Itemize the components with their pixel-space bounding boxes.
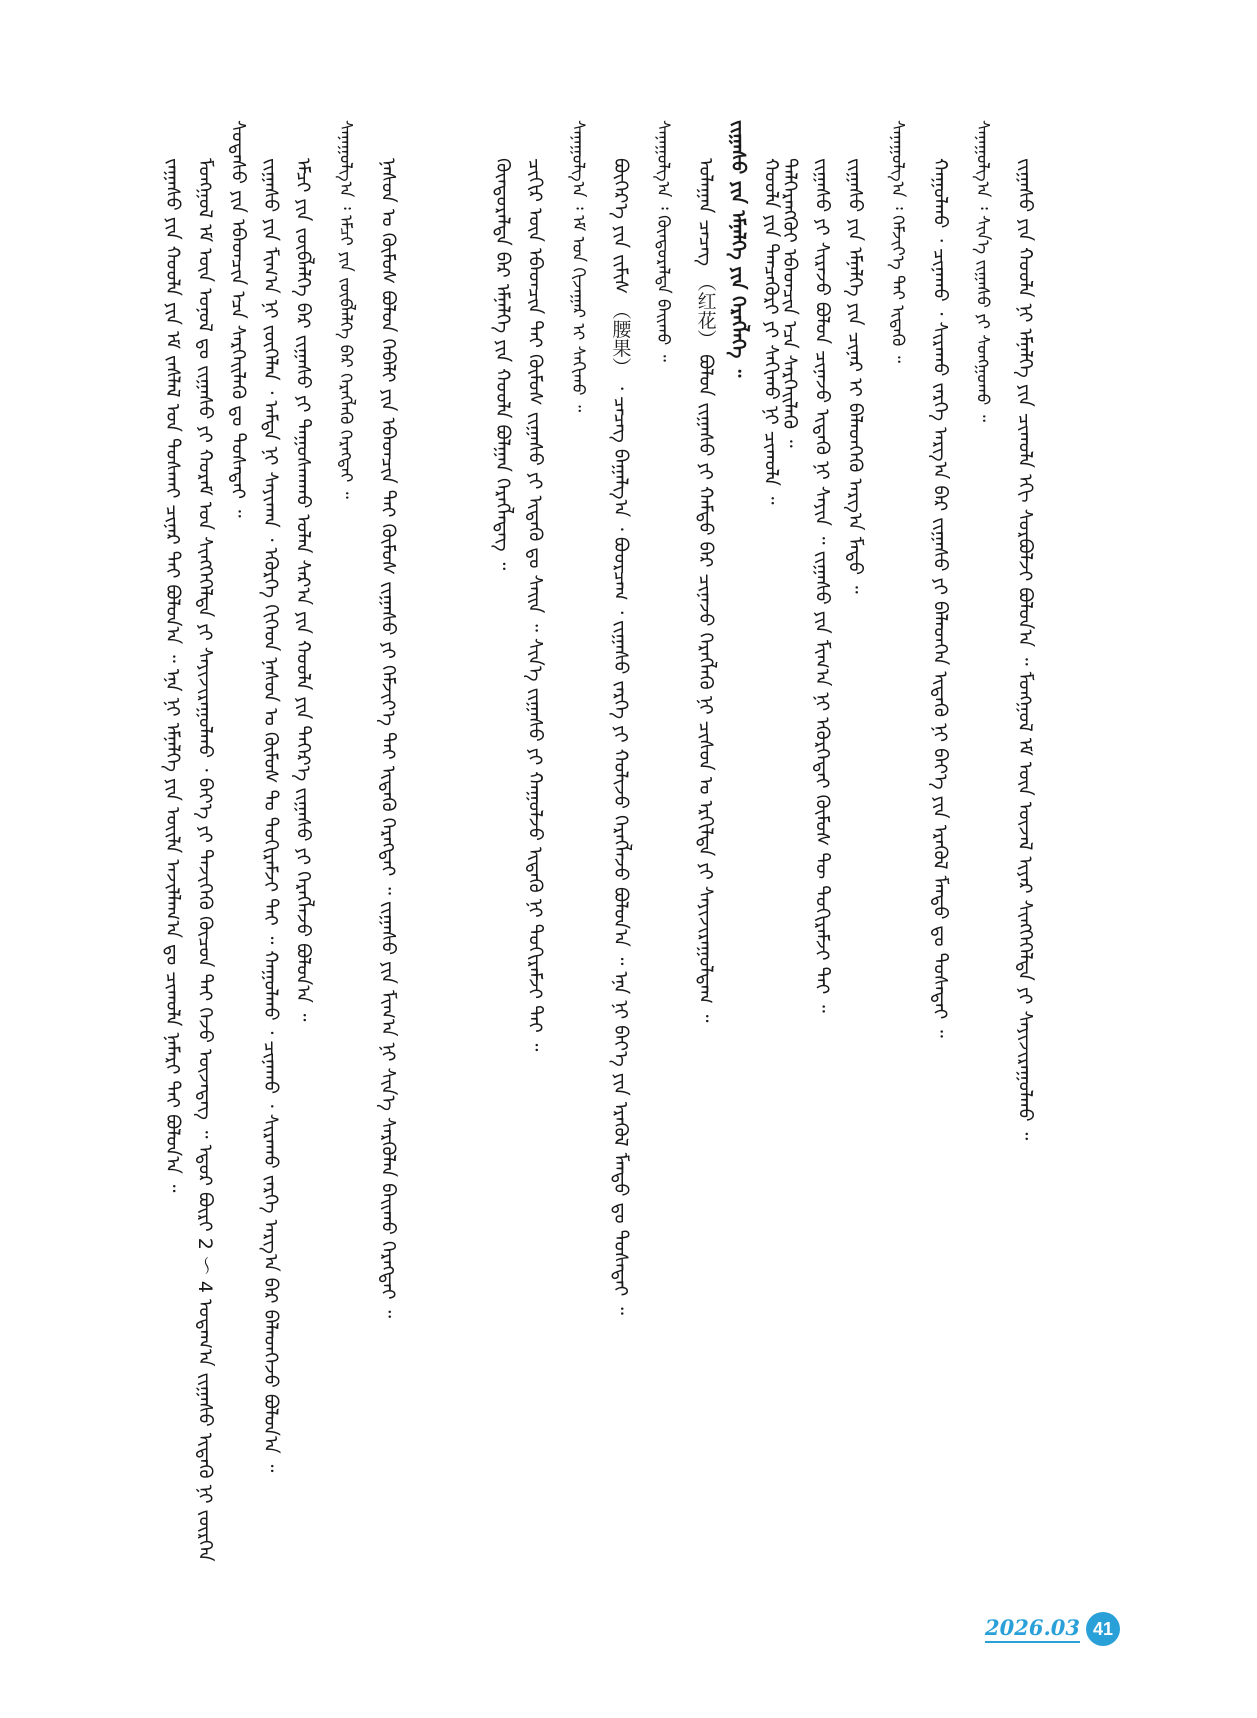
paragraph: ᠵᠠᠭᠠᠰᠤ ᠶᠢᠨ ᠬᠣᠣᠯᠠ ᠶᠢᠨ ᠡᠮ ᠵᠠᠰᠯᠠᠯ ᠤᠨ ᠲᠤᠰᠬᠠᠢ ᠴᠢᠨᠠᠷ ᠲᠠᠢ ᠪᠣᠯᠤᠨ᠎ᠠ ᠃ ᠡᠨᠡ ᠨᠢ ᠡᠮᠨᠡᠯᠭᠡ ᠶᠢᠨ ᠦᠢᠯᠡ ᠠᠵᠢᠯᠯᠠᠭ᠎ᠠ ᠳᠤ ᠴᠢᠬᠤᠯᠠ ᠨᠡᠮᠡᠷᠢ ᠲᠠᠢ ᠪᠣᠯᠤᠨ᠎ᠠ ᠃ (161, 158, 184, 1193)
text-column-right (773, 120, 1223, 1615)
chinese-term-red-flower: （红花） (694, 272, 717, 349)
paragraph: ᠵᠢᠭᠠᠰᠤ ᠶᠢᠨ ᠡᠮᠨᠡᠯᠭᠡ ᠶᠢᠨ ᠴᠢᠨᠠᠷ ᠢ ᠪᠡᠯᠡᠳᠬᠡᠬᠦ ᠠᠷᠭ᠎ᠠ ᠮᠡᠲᠦ ᠃ (843, 158, 866, 594)
paragraph: ᠬᠦᠨᠳᠦᠷᠡᠯᠲᠡ ᠪᠡᠷ ᠡᠮᠨᠡᠯᠭᠡ ᠶᠢᠨ ᠬᠣᠣᠯᠠ ᠪᠣᠯᠭᠠᠨ ᠬᠡᠷᠡᠭᠯᠡᠳᠡᠭ ᠃ (491, 158, 514, 571)
paragraph: ᠵᠢᠭᠠᠰᠤ ᠶᠢ ᠰᠢᠷᠠᠵᠤ ᠪᠣᠯᠤᠨ ᠴᠢᠨᠠᠵᠤ ᠢᠳᠡᠬᠦ ᠨᠢ ᠰᠠᠶᠢᠨ ᠃ ᠵᠢᠭᠠᠰᠤ ᠶᠢᠨ ᠮᠢᠬ᠎ᠠ ᠨᠢ ᠡᠭᠦᠷᠭᠡᠲᠡᠢ ᠬᠦᠮᠦᠰ ᠲᠦ ᠲᠣᠬᠢᠷᠠᠮᠵᠢ ᠲᠠᠢ ᠃ (811, 158, 834, 1013)
source-note: ᠰᠠᠨᠠᠭᠤᠯᠭ᠎ᠠ ᠄ ᠬᠡᠮᠵᠢᠶ᠎ᠡ ᠲᠠᠢ ᠢᠳᠡᠬᠦ ᠃ (887, 120, 908, 363)
paragraph-text: ᠤᠯᠠᠭᠠᠨ ᠴᠡᠴᠡᠭ (694, 158, 717, 267)
paragraph: ᠳᠡᠯᠭᠡᠷᠡᠩᠭᠦᠢ ᠡᠪᠡᠳᠴᠢᠨ ᠡᠴᠡ ᠰᠡᠷᠭᠡᠢᠯᠡᠬᠦ ᠃ (778, 158, 801, 448)
paragraph: ᠵᠢᠭᠠᠰᠤ ᠶᠢᠨ ᠬᠣᠣᠯᠠ ᠨᠢ ᠡᠮᠨᠡᠯᠭᠡ ᠶᠢᠨ ᠴᠢᠬᠤᠯᠠ ᠡᠬᠢ ᠰᠤᠷᠪᠤᠯᠵᠢ ᠪᠣᠯᠤᠨ᠎ᠠ ᠃ ᠮᠣᠩᠭᠣᠯ ᠡᠮ ᠦᠨ ᠦᠵᠡᠯ ᠢᠶᠡᠷ ᠰᠢᠩᠭᠡᠭᠡᠯᠲᠡ ᠶᠢ ᠰᠠᠶᠢᠵᠢᠷᠠᠭᠤᠯᠬᠤ ᠃ (1014, 158, 1037, 1141)
paragraph-red-flower (689, 120, 722, 1615)
paragraph: ᠴᠢᠬᠢᠷ ᠦᠨ ᠡᠪᠡᠳᠴᠢᠨ ᠲᠡᠢ ᠬᠦᠮᠦᠰ ᠵᠢᠭᠠᠰᠤ ᠶᠢ ᠢᠳᠡᠬᠦ ᠳᠤ ᠰᠠᠢᠨ ᠃ ᠰᠢᠨ᠎ᠡ ᠵᠢᠭᠠᠰᠤ ᠶᠢ ᠬᠠᠭᠤᠯᠵᠤ ᠢᠳᠡᠬᠦ ᠨᠢ ᠲᠣᠬᠢᠷᠠᠮᠵᠢ ᠲᠠᠢ ᠃ (524, 158, 547, 1052)
page-footer (985, 1612, 1120, 1646)
paragraph: ᠡᠮᠴᠢ ᠶᠢᠨ ᠵᠥᠪᠯᠡᠯᠭᠡ ᠪᠡᠷ ᠵᠢᠭᠠᠰᠤ ᠶᠢ ᠳᠠᠭᠤᠰᠬᠠᠬᠤ ᠤᠯᠠᠨ ᠰᠠᠷ᠎ᠠ ᠶᠢᠨ ᠬᠣᠣᠯᠠ ᠶᠢᠨ ᠳᠡᠭᠡᠷ᠎ᠡ ᠵᠢᠭᠠᠰᠤ ᠶᠢ ᠬᠡᠷᠡᠭᠯᠡᠵᠦ ᠪᠣᠯᠤᠨ᠎ᠠ ᠃ (291, 158, 314, 1022)
paragraph-text: ᠪᠥᠭᠡᠷ᠎ᠡ ᠶᠢᠨ ᠵᠢᠮᠢᠰ (609, 158, 632, 295)
paragraph: ᠵᠢᠭᠠᠰᠤ ᠶᠢᠨ ᠮᠢᠬ᠎ᠠ ᠨᠢ ᠵᠥᠭᠡᠯᠡᠨ ᠂ ᠠᠮᠲᠠ ᠨᠢ ᠰᠠᠶᠢᠬᠠᠨ ᠂ ᠡᠭᠦᠷᠭᠡ ᠬᠢᠭᠡᠳ ᠨᠠᠰᠤᠨ ᠤ ᠬᠦᠮᠦᠰ ᠲᠤ ᠲᠣᠬᠢᠷᠠᠮᠵᠢ ᠲᠠᠢ ᠃ ᠬᠠᠭᠤᠯᠬᠤ ᠂ ᠴᠢᠨᠠᠬᠤ ᠂ ᠰᠢᠷᠠᠬᠤ ᠵᠡᠷᠭᠡ ᠠᠷᠭ᠎ᠠ ᠪᠠᠷ ᠪᠡᠯᠡᠳᠬᠡᠵᠦ ᠪᠣᠯᠤᠨ᠎ᠠ ᠃ (259, 158, 282, 1473)
paragraph: ᠬᠠᠭᠤᠯᠬᠤ ᠂ ᠴᠢᠨᠠᠬᠤ ᠂ ᠰᠢᠷᠠᠬᠤ ᠵᠡᠷᠭᠡ ᠠᠷᠭ᠎ᠠ ᠪᠠᠷ ᠵᠢᠭᠠᠰᠤ ᠶᠢ ᠪᠡᠯᠡᠳᠬᠡᠨ ᠢᠳᠡᠬᠦ ᠨᠢ ᠪᠡᠶ᠎ᠡ ᠶᠢᠨ ᠡᠷᠡᠭᠦᠯ ᠮᠡᠨᠳᠦ ᠳᠤ ᠲᠤᠰᠠᠲᠠᠢ ᠃ (928, 158, 951, 1038)
paragraph: ᠮᠣᠩᠭᠣᠯ ᠡᠮ ᠦᠨ ᠣᠨᠣᠯ ᠳᠤ ᠵᠢᠭᠠᠰᠤ ᠶᠢ ᠬᠤᠷᠠᠮ ᠤᠨ ᠰᠢᠩᠭᠡᠭᠡᠯᠲᠡ ᠶᠢ ᠰᠠᠶᠢᠵᠢᠷᠠᠭᠤᠯᠬᠤ ᠂ ᠪᠡᠶ᠎ᠡ ᠶᠢ ᠲᠡᠵᠢᠭᠡᠬᠦ ᠬᠦᠴᠦᠨ ᠲᠠᠢ ᠭᠡᠵᠦ ᠦᠵᠡᠳᠡᠭ ᠃ ᠡᠳᠦᠷ ᠪᠦᠷᠢ 2 ～ 4 ᠤᠳᠠᠭ᠎ᠠ ᠵᠢᠭᠠᠰᠤ ᠢᠳᠡᠬᠦ ᠨᠢ ᠵᠦᠷᠬᠡᠨ ᠰᠤᠳᠠᠰᠤ ᠶᠢᠨ ᠡᠪᠡᠳᠴᠢᠨ ᠡᠴᠡ ᠰᠡᠷᠭᠡᠢᠯᠡᠬᠦ ᠳᠤ ᠲᠤᠰᠠᠲᠠᠢ ᠃ (194, 120, 249, 1562)
source-note: ᠰᠠᠨᠠᠭᠤᠯᠭ᠎ᠠ ᠄ ᠰᠢᠨ᠎ᠡ ᠵᠢᠭᠠᠰᠤ ᠶᠢ ᠰᠣᠩᠭᠣᠬᠤ ᠃ (972, 120, 993, 422)
source-note: ᠰᠠᠨᠠᠭᠤᠯᠭ᠎ᠠ ᠄ ᠡᠮᠴᠢ ᠶᠢᠨ ᠵᠦᠪᠯᠡᠯᠭᠡ ᠪᠡᠷ ᠬᠡᠷᠡᠭᠯᠡᠬᠦ ᠬᠡᠷᠡᠭᠲᠡᠢ ᠃ (335, 120, 356, 499)
paragraph-kidney-bean (604, 120, 637, 1615)
section-heading: ᠵᠢᠭᠠᠰᠤ ᠶᠢᠨ ᠡᠮᠨᠡᠯᠭᠡ ᠶᠢᠨ ᠬᠡᠷᠡᠭᠯᠡᠭᠡ ᠃ (727, 120, 750, 378)
source-note: ᠰᠠᠨᠠᠭᠤᠯᠭ᠎ᠠ ᠄ ᠡᠮ ᠤᠨ ᠬᠢᠵᠠᠭᠠᠷ ᠢ ᠰᠠᠬᠢᠬᠤ ᠃ (567, 120, 588, 413)
paragraph: ᠬᠣᠣᠯᠠ ᠶᠢᠨ ᠲᠡᠨᠴᠡᠭᠦᠷᠢ ᠶᠢ ᠰᠠᠬᠢᠬᠤ ᠨᠢ ᠴᠢᠬᠤᠯᠠ ᠃ (759, 158, 782, 505)
paragraph-text: ᠪᠣᠯᠤᠨ ᠵᠢᠭᠠᠰᠤ ᠶᠢ ᠬᠠᠮᠲᠤ ᠪᠡᠷ ᠴᠢᠨᠠᠵᠤ ᠬᠡᠷᠡᠭᠯᠡᠬᠦ ᠨᠢ ᠴᠢᠰᠤᠨ ᠤ ᠡᠷᠭᠢᠯᠲᠡ ᠶᠢ ᠰᠠᠶᠢᠵᠢᠷᠠᠭᠤᠯᠳᠠᠭ ᠃ (694, 354, 717, 1023)
paragraph-text: ᠂ ᠴᠡᠴᠡᠭ ᠪᠠᠭᠠᠯᠭ᠎ᠠ ᠂ ᠪᠣᠣᠷᠴᠠᠭ ᠂ ᠵᠢᠭᠠᠰᠤ ᠵᠡᠷᠭᠡ ᠶᠢ ᠬᠣᠯᠢᠵᠤ ᠬᠡᠷᠡᠭᠯᠡᠵᠦ ᠪᠣᠯᠤᠨ᠎ᠠ ᠃ ᠡᠨᠡ ᠨᠢ ᠪᠡᠶ᠎ᠡ ᠶᠢᠨ ᠡᠷᠡᠭᠦᠯ ᠮᠡᠨᠳᠦ ᠳᠤ ᠲᠤᠰᠠᠲᠠᠢ ᠃ (609, 382, 632, 1315)
issue-date: 2026.03 (985, 1615, 1080, 1643)
paragraph: ᠨᠠᠰᠤᠨ ᠤ ᠬᠦᠮᠦᠰ ᠪᠣᠯᠤᠨ ᠬᠡᠪᠡᠯᠢ ᠶᠢᠨ ᠡᠪᠡᠳᠴᠢᠨ ᠲᠡᠢ ᠬᠦᠮᠦᠰ ᠵᠢᠭᠠᠰᠤ ᠶᠢ ᠬᠡᠮᠵᠢᠶ᠎ᠡ ᠲᠠᠢ ᠢᠳᠡᠬᠦ ᠬᠡᠷᠡᠭᠲᠡᠢ ᠃ ᠵᠢᠭᠠᠰᠤ ᠶᠢᠨ ᠮᠢᠬ᠎ᠠ ᠨᠢ ᠰᠢᠨ᠎ᠡ ᠰᠡᠷᠭᠦᠯᠡᠨ ᠪᠠᠢᠬᠤ ᠬᠡᠷᠡᠭᠲᠡᠢ ᠃ (377, 158, 400, 1319)
source-note: ᠰᠠᠨᠠᠭᠤᠯᠭ᠎ᠠ ᠄ ᠬᠦᠨᠳᠦᠷᠡᠯᠲᠡ ᠪᠠᠢᠬᠤ ᠃ (652, 120, 673, 362)
page-number-badge: 41 (1086, 1612, 1120, 1646)
chinese-term-kidney-bean: （腰果） (609, 300, 632, 377)
